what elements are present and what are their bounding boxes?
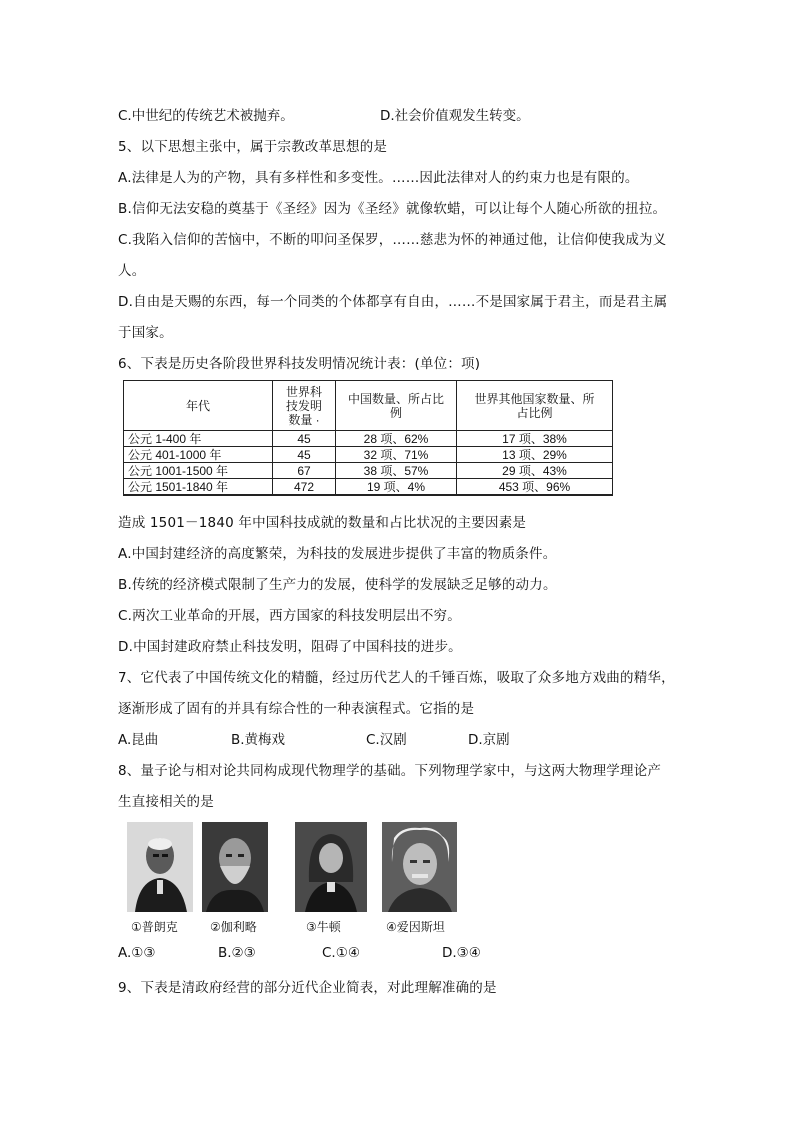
q6-sub-stem: 造成 1501－1840 年中国科技成就的数量和占比状况的主要因素是 [118,515,527,531]
q7-option-b: B.黄梅戏 [231,732,286,748]
q8-option-b: B.②③ [218,945,256,961]
q7-option-c: C.汉剧 [366,732,407,748]
q7-stem-line2: 逐渐形成了固有的并具有综合性的一种表演程式。它指的是 [118,701,475,717]
q6-option-d: D.中国封建政府禁止科技发明，阻碍了中国科技的进步。 [118,639,462,655]
galileo-portrait [202,822,268,912]
newton-portrait [295,822,367,912]
q5-stem: 5、以下思想主张中，属于宗教改革思想的是 [118,139,388,155]
header-other-share: 世界其他国家数量、所 占比例 [457,381,613,431]
q4-option-c: C.中世纪的传统艺术被抛弃。 [118,108,294,124]
q8-stem-line2: 生直接相关的是 [118,794,214,810]
portrait-image [295,822,367,912]
q5-option-d-line2: 于国家。 [118,325,173,341]
q7-option-d: D.京剧 [468,732,510,748]
table-row: 公元 1501-1840 年 472 19 项、4% 453 项、96% [124,479,613,496]
header-world-count: 世界科 技发明 数量 · [273,381,336,431]
header-china-share: 中国数量、所占比 例 [336,381,457,431]
q5-option-b: B.信仰无法安稳的奠基于《圣经》因为《圣经》就像软蜡，可以让每个人随心所欲的扭拉。 [118,201,667,217]
table-row: 公元 1001-1500 年 67 38 项、57% 29 项、43% [124,463,613,479]
q6-option-a: A.中国封建经济的高度繁荣，为科技的发展进步提供了丰富的物质条件。 [118,546,557,562]
q4-option-d: D.社会价值观发生转变。 [380,108,530,124]
q6-option-c: C.两次工业革命的开展，西方国家的科技发明层出不穷。 [118,608,461,624]
q5-option-c-line2: 人。 [118,263,146,279]
portrait-image [382,822,457,912]
einstein-portrait [382,822,457,912]
q8-option-d: D.③④ [442,945,481,961]
q6-stem: 6、下表是历史各阶段世界科技发明情况统计表：(单位：项) [118,356,481,372]
q5-option-c-line1: C.我陷入信仰的苦恼中，不断的叩问圣保罗，……慈悲为怀的神通过他，让信仰使我成为义 [118,232,667,248]
table-header-row [124,381,613,431]
invention-stats-table [123,380,613,496]
q8-option-a: A.①③ [118,945,156,961]
q7-stem-line1: 7、它代表了中国传统文化的精髓，经过历代艺人的千锤百炼，吸取了众多地方戏曲的精华， [118,670,675,686]
planck-portrait [127,822,193,912]
q5-option-d-line1: D.自由是天赐的东西，每一个同类的个体都享有自由，……不是国家属于君主，而是君主属 [118,294,668,310]
portrait-image [202,822,268,912]
caption-planck: ①普朗克 [131,920,178,934]
q8-stem-line1: 8、量子论与相对论共同构成现代物理学的基础。下列物理学家中，与这两大物理学理论产 [118,763,662,779]
q8-option-c: C.①④ [322,945,360,961]
portrait-image [127,822,193,912]
q5-option-a: A.法律是人为的产物，具有多样性和多变性。……因此法律对人的约束力也是有限的。 [118,170,639,186]
caption-galileo: ②伽利略 [210,920,257,934]
q6-option-b: B.传统的经济模式限制了生产力的发展，使科学的发展缺乏足够的动力。 [118,577,557,593]
table-row: 公元 401-1000 年 45 32 项、71% 13 项、29% [124,447,613,463]
header-era: 年代 [124,381,273,431]
caption-newton: ③牛顿 [306,920,341,934]
caption-einstein: ④爱因斯坦 [386,920,445,934]
table-row: 公元 1-400 年 45 28 项、62% 17 项、38% [124,431,613,447]
q7-option-a: A.昆曲 [118,732,159,748]
q9-stem: 9、下表是清政府经营的部分近代企业简表，对此理解准确的是 [118,980,497,996]
